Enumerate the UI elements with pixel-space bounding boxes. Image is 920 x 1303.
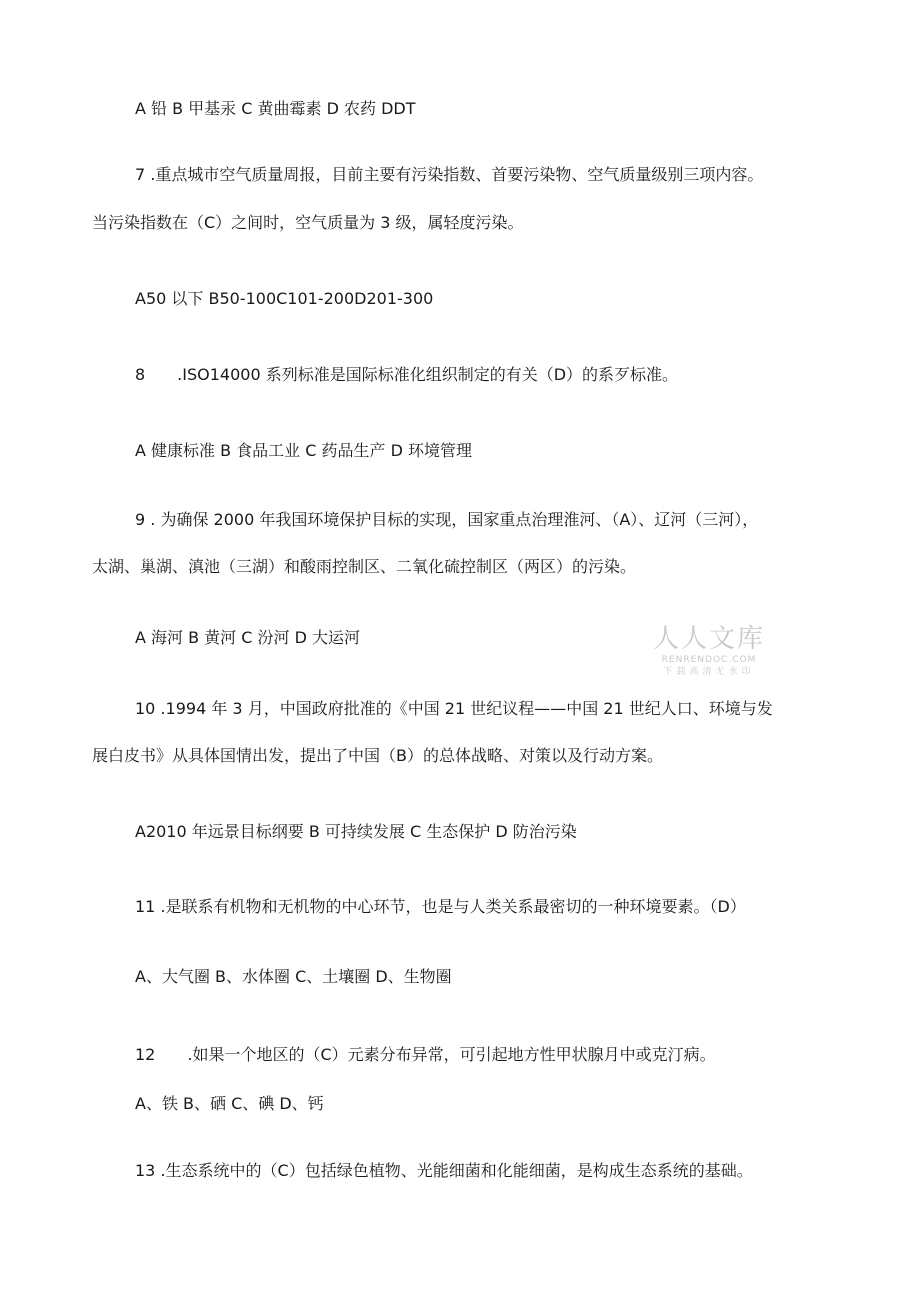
watermark-logo-text: 人人文库	[652, 624, 765, 654]
question-11: 11 .是联系有机物和无机物的中心环节，也是与人类关系最密切的一种环境要素。（D）	[135, 897, 746, 916]
answer-options-8: A 健康标准 B 食品工业 C 药品生产 D 环境管理	[135, 441, 473, 460]
watermark	[650, 624, 768, 678]
question-10-line-1: 10 .1994 年 3 月，中国政府批准的《中国 21 世纪议程——中国 21 世纪人口、环境与发	[135, 699, 773, 718]
watermark-url: RENRENDOC.COM	[661, 655, 757, 665]
question-9-line-1: 9 . 为确保 2000 年我国环境保护目标的实现，国家重点治理淮河、（A）、辽河（三河），	[135, 510, 759, 529]
answer-options-12: A、铁 B、硒 C、碘 D、钙	[135, 1094, 324, 1113]
question-13: 13 .生态系统中的（C）包括绿色植物、光能细菌和化能细菌，是构成生态系统的基础。	[135, 1161, 753, 1180]
question-7-line-1: 7 .重点城市空气质量周报，目前主要有污染指数、首要污染物、空气质量级别三项内容。	[135, 165, 764, 184]
answer-options-6: A 铅 B 甲基汞 C 黄曲霉素 D 农药 DDT	[135, 99, 416, 118]
question-10-line-2: 展白皮书》从具体国情出发，提出了中国（B）的总体战略、对策以及行动方案。	[92, 746, 663, 765]
answer-options-11: A、大气圈 B、水体圈 C、土壤圈 D、生物圈	[135, 967, 452, 986]
question-12: 12 .如果一个地区的（C）元素分布异常，可引起地方性甲状腺月中或克汀病。	[135, 1045, 716, 1064]
answer-options-7: A50 以下 B50-100C101-200D201-300	[135, 289, 434, 308]
answer-options-9: A 海河 B 黄河 C 汾河 D 大运河	[135, 628, 361, 647]
question-9-line-2: 太湖、巢湖、滇池（三湖）和酸雨控制区、二氧化硫控制区（两区）的污染。	[92, 557, 637, 576]
watermark-subtitle: 下载高清无水印	[663, 667, 755, 677]
answer-options-10: A2010 年远景目标纲要 B 可持续发展 C 生态保护 D 防治污染	[135, 822, 577, 841]
question-8: 8 .ISO14000 系列标准是国际标准化组织制定的有关（D）的系歹标准。	[135, 365, 679, 384]
question-7-line-2: 当污染指数在（C）之间时，空气质量为 3 级，属轻度污染。	[92, 213, 524, 232]
